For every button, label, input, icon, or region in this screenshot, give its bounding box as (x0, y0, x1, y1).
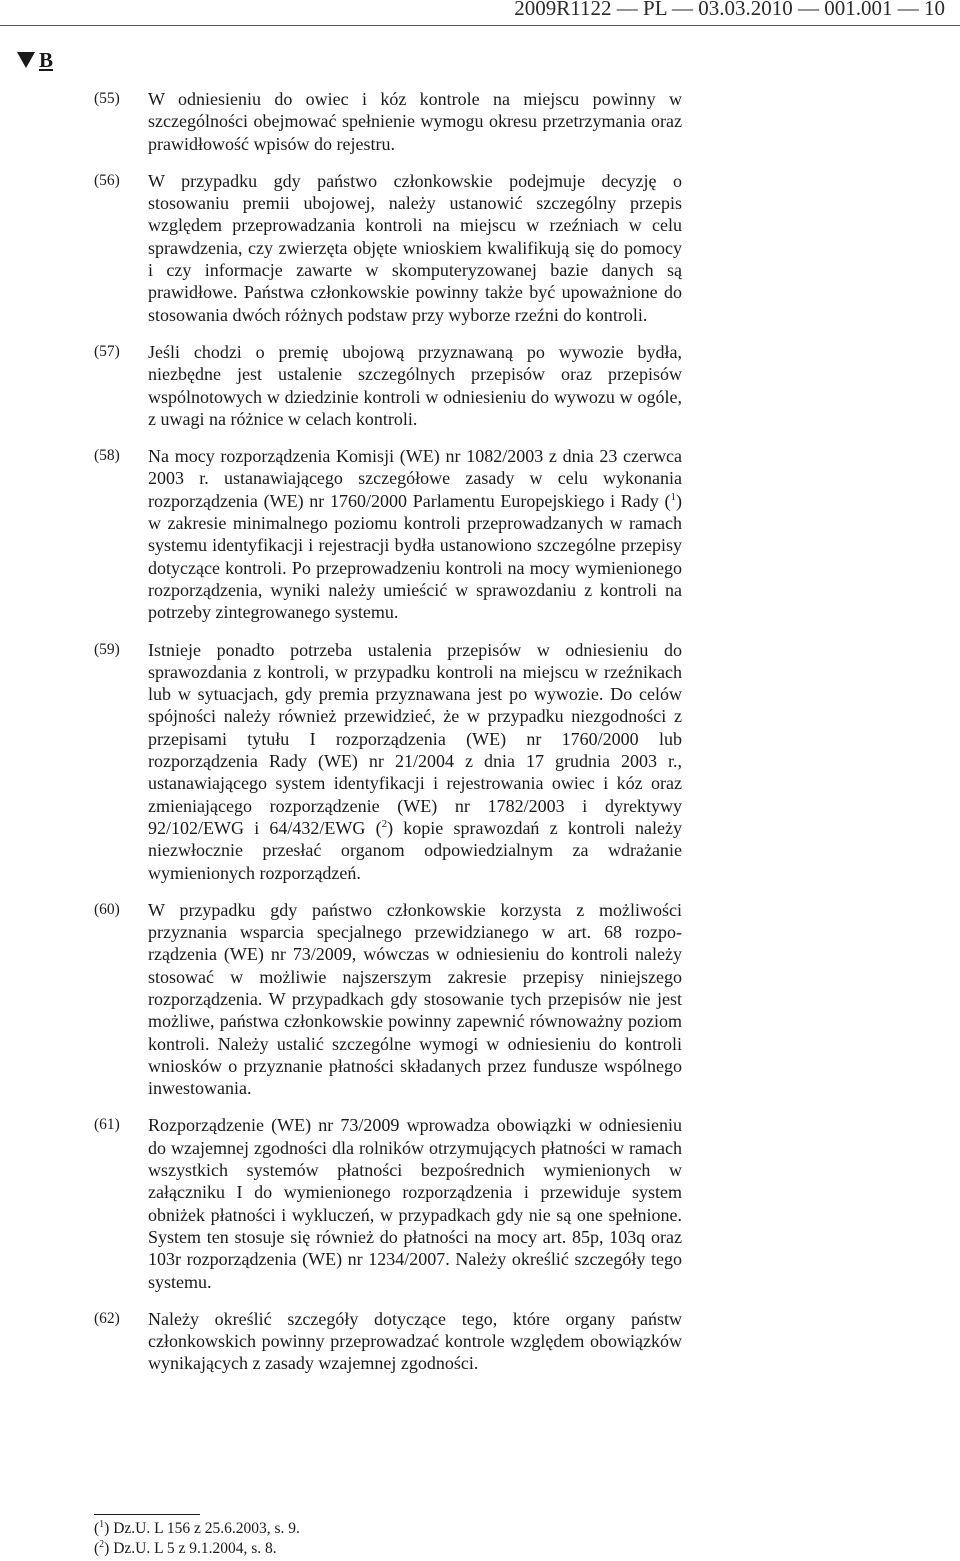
footnote-number: 1 (99, 1518, 105, 1530)
recital-number: (57) (94, 342, 120, 360)
recital-57 (94, 341, 682, 430)
amendment-marker (17, 48, 53, 72)
recital-number: (61) (94, 1116, 120, 1134)
footnote-paren: ) (104, 1520, 110, 1537)
recital-number: (60) (94, 900, 120, 918)
footnotes (94, 1519, 300, 1559)
footnote-paren: ( (94, 1540, 100, 1557)
recital-number: (58) (94, 447, 120, 465)
recital-56 (94, 170, 682, 326)
footnote-reference: 1 (670, 490, 676, 503)
footnote-1 (94, 1519, 300, 1539)
amendment-marker-label: B (39, 48, 54, 72)
footnote-reference: 2 (381, 817, 388, 830)
recital-text: Rozporządzenie (WE) nr 73/2009 wprowadza obowiązki w odniesieniu do wzajemnej zgodności dla rolników otrzymujących płatności w ramach wszystkich systemów płatności bezpośrednich wymienionych w załączniku I do wymienionego rozporządzenia i przewiduje system obniżek płatności i wykluczeń, w przypadkach gdy nie są one spełnione. System ten stosuje się również do płatności na mocy art. 85p, 103q oraz 103r rozporządzenia (WE) nr 1234/2007. Należy określić szczegóły tego systemu. (148, 1115, 682, 1292)
triangle-down-icon (17, 52, 35, 68)
recital-number: (56) (94, 171, 120, 189)
recital-59 (94, 639, 682, 884)
recital-text-part: ) w zakresie minimalnego poziomu kontroli przeprowadzanych w ramach systemu identyfikacji i rejestracji bydła ustanowiono szczególne przepisy dotyczące kontroli. Po przeprowadzeniu kontroli na mocy wymienionego rozporządzenia, wyniki należy umieścić w sprawozdaniu z kontroli na potrzeby zintegrowanego systemu. (148, 490, 682, 623)
footnote-text: Dz.U. L 156 z 25.6.2003, s. 9. (109, 1520, 300, 1537)
recital-text: W odniesieniu do owiec i kóz kontrole na miejscu powinny w szczególności obejmować spełnienie wymogu okresu przetrzymania oraz prawidłowość wpisów do rejestru. (148, 89, 682, 154)
footnote-paren: ) (104, 1540, 110, 1557)
recital-number: (62) (94, 1309, 120, 1327)
footnote-text: Dz.U. L 5 z 9.1.2004, s. 8. (109, 1540, 277, 1557)
recital-58 (94, 445, 682, 623)
recital-55 (94, 88, 682, 155)
footnote-paren: ( (94, 1520, 100, 1537)
header-rule (0, 25, 960, 26)
recital-number: (55) (94, 90, 120, 107)
footnote-number: 2 (99, 1538, 105, 1550)
footnote-2 (94, 1539, 300, 1559)
recital-62 (94, 1308, 682, 1375)
page-header (0, 0, 960, 22)
recital-number: (59) (94, 640, 120, 658)
recital-text: Jeśli chodzi o premię ubojową przyznawaną po wywozie bydła, niezbędne jest ustalenie szczególnych przepisów oraz przepisów wspólnotowych w dziedzinie kontroli w odniesieniu do wywozu w ogóle, z uwagi na różnice w celach kontroli. (148, 341, 682, 429)
recital-60 (94, 899, 682, 1100)
recitals-list (94, 88, 682, 1390)
recital-text-part: Istnieje ponadto potrzeba ustalenia przepisów w odniesieniu do sprawozdania z kontroli, w przypadku kontroli na miejscu w rzeźnikach lub w sytuacjach, gdy premia przyznawana jest po wywozie. Do celów spójności należy również przewidzieć, że w przypadku niezgodności z przepisami tytułu I rozporządzenia (WE) nr 1760/2000 lub rozporządzenia Rady (WE) nr 21/2004 z dnia 17 grudnia 2003 r., ustanawiającego system identyfikacji i rejestrowania owiec i kóz oraz zmieniającego rozporządzenie (WE) nr 1782/2003 i dyrektywy 92/102/EWG i 64/432/EWG ( (148, 639, 682, 838)
recital-text: W przypadku gdy państwo członkowskie korzysta z możliwości przyznania wsparcia specjalnego przewidzianego w art. 68 rozporządzenia (WE) nr 73/2009, wówczas w odniesieniu do kontroli należy stosować w możliwie najszerszym zakresie przepisy niniejszego rozporządzenia. W przypadkach gdy stosowanie tych przepisów nie jest możliwe, państwa członkowskie powinny zapewnić równoważny poziom kontroli. Należy ustalić szczególne wymogi w odniesieniu do kontroli wniosków o przyznanie płatności składanych przez fundusze wspólnego inwestowania. (148, 899, 682, 1099)
recital-text: Należy określić szczegóły dotyczące tego, które organy państw członkowskich powinny przeprowadzać kontrole względem obowiązków wynikających z zasady wzajemnej zgodności. (148, 1308, 682, 1374)
document-reference: 2009R1122 — PL — 03.03.2010 — 001.001 — 10 (514, 0, 945, 20)
footnote-separator (94, 1514, 200, 1515)
recital-61 (94, 1114, 682, 1292)
recital-text (148, 445, 682, 623)
recital-text (148, 639, 682, 884)
recital-text-part: ) kopie sprawozdań z kontroli należy niezwłocznie przesłać organom odpowiedzialnym za wdrażanie wymienionych rozporządzeń. (148, 817, 682, 883)
recital-text: W przypadku gdy państwo członkowskie podejmuje decyzję o stosowaniu premii ubojowej, należy ustanowić szczególny przepis względem przeprowadzania kontroli na miejscu w rzeźniach w celu sprawdzenia, czy zwierzęta objęte wnioskiem kwalifikują się do pomocy i czy informacje zawarte w skomputeryzowanej bazie danych są prawidłowe. Państwa członkowskie powinny także być upoważnione do stosowania dwóch różnych podstaw przy wyborze rzeźni do kontroli. (148, 170, 682, 325)
recital-text-part: Na mocy rozporządzenia Komisji (WE) nr 1082/2003 z dnia 23 czerwca 2003 r. ustanawiającego szczegółowe zasady w celu wykonania rozporządzenia (WE) nr 1760/2000 Parlamentu Europejskiego i Rady ( (148, 446, 682, 511)
